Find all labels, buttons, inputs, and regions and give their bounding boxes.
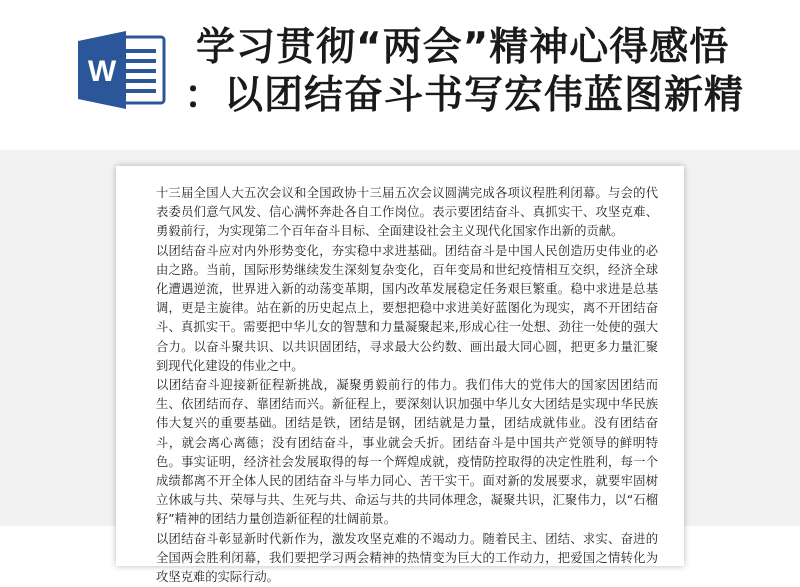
title-line-2: ：以团结奋斗书写宏伟蓝图新精 [184, 73, 745, 118]
document-body [156, 184, 658, 587]
word-document-icon [76, 31, 168, 109]
paragraph: 以团结奋斗彰显新时代新作为，激发攻坚克难的不竭动力。随着民主、团结、求实、奋进的全国两会胜利闭幕，我们要把学习两会精神的热情变为巨大的工作动力，把爱国之情转化为攻坚克难的实际行动。 [156, 531, 658, 585]
document-title [184, 24, 796, 120]
svg-text:W: W [87, 55, 117, 88]
header [0, 0, 800, 160]
paragraph: 十三届全国人大五次会议和全国政协十三届五次会议圆满完成各项议程胜利闭幕。与会的代表委员们意气风发、信心满怀奔赴各自工作岗位。表示要团结奋斗、真抓实干、攻坚克难、勇毅前行，为实现第二个百年奋斗目标、全面建设社会主义现代化国家作出新的贡献。 [156, 186, 658, 239]
paragraph: 以团结奋斗应对内外形势变化，夯实稳中求进基础。团结奋斗是中国人民创造历史伟业的必由之路。当前，国际形势继续发生深刻复杂变化，百年变局和世纪疫情相互交织，经济全球化遭遇逆流，世界进入新的动荡变革期，国内改革发展稳定任务艰巨繁重。稳中求进是总基调，更是主旋律。站在新的历史起点上，要想把稳中求进美好蓝图化为现实，离不开团结奋斗、真抓实干。需要把中华儿女的智慧和力量凝聚起来,形成心往一处想、劲往一处使的强大合力。以奋斗聚共识、以共识固团结，寻求最大公约数、画出最大同心圆，把更多力量汇聚到现代化建设的伟业之中。 [156, 243, 658, 373]
paragraph: 以团结奋斗迎接新征程新挑战，凝聚勇毅前行的伟力。我们伟大的党伟大的国家因团结而生、依团结而存、靠团结而兴。新征程上，要深刻认识加强中华儿女大团结是实现中华民族伟大复兴的重要基础。团结是铁，团结是钢，团结就是力量，团结成就伟业。没有团结奋斗，就会离心离德；没有团结奋斗，事业就会夭折。团结奋斗是中国共产党领导的鲜明特色。事实证明，经济社会发展取得的每一个辉煌成就，疫情防控取得的决定性胜利，每一个成绩都离不开全体人民的团结奋斗与毕力同心、苦干实干。面对新的发展要求，就要牢固树立休戚与共、荣辱与共、生死与共、命运与共的共同体理念，凝聚共识，汇聚伟力，以“石榴籽”精神的团结力量创造新征程的壮阔前景。 [156, 378, 658, 527]
title-line-1: 学习贯彻“两会”精神心得感悟 [196, 25, 730, 70]
